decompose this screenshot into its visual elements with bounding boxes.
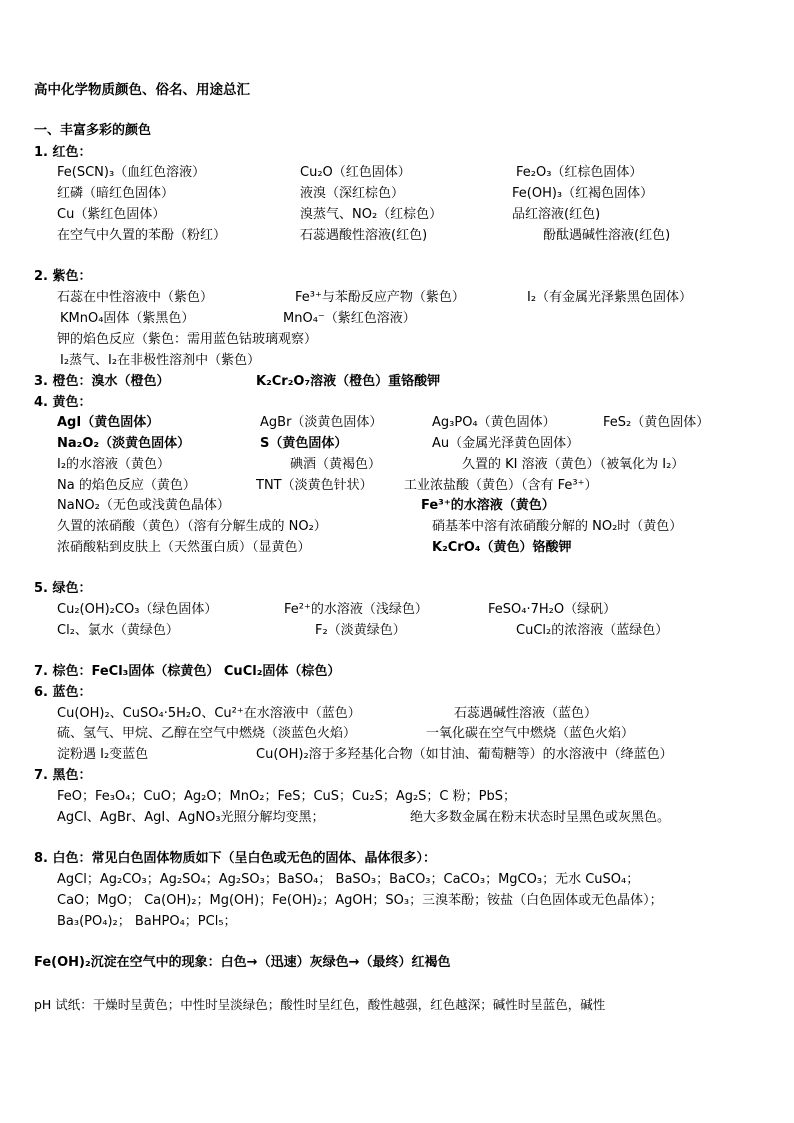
red-item: Fe(SCN)₃（血红色溶液） (57, 165, 206, 180)
black-item: AgCl、AgBr、AgI、AgNO₃光照分解均变黑； (57, 810, 325, 825)
yellow-item: 碘酒（黄褐色） (290, 457, 382, 472)
blue-item: 淀粉遇 I₂变蓝色 (57, 747, 149, 762)
red-item: 酚酞遇碱性溶液(红色) (543, 228, 671, 243)
yellow-item: Ag₃PO₄（黄色固体） (432, 415, 556, 430)
purple-item: 钾的焰色反应（紫色：需用蓝色钴玻璃观察） (57, 332, 318, 347)
brown-heading: 7. 棕色：FeCl₃固体（棕黄色） CuCl₂固体（棕色） (34, 664, 341, 679)
purple-item: I₂蒸气、I₂在非极性溶剂中（紫色） (60, 353, 261, 368)
orange-item: K₂Cr₂O₇溶液（橙色）重铬酸钾 (256, 374, 441, 389)
ph-paper-note: pH 试纸：干燥时呈黄色；中性时呈淡绿色；酸性时呈红色，酸性越强，红色越深；碱性时呈蓝色，碱性 (34, 997, 606, 1012)
purple-item: 石蕊在中性溶液中（紫色） (57, 290, 214, 305)
yellow-item: AgBr（淡黄色固体） (260, 415, 383, 430)
yellow-item: Fe³⁺的水溶液（黄色） (421, 498, 555, 513)
yellow-item: S（黄色固体） (260, 436, 348, 451)
yellow-item: Au（金属光泽黄色固体） (432, 436, 580, 451)
red-heading: 1. 红色： (34, 145, 92, 160)
green-item: CuCl₂的浓溶液（蓝绿色） (516, 623, 669, 638)
purple-item: I₂（有金属光泽紫黑色固体） (527, 290, 693, 305)
feoh2-phenomenon: Fe(OH)₂沉淀在空气中的现象：白色→（迅速）灰绿色→（最终）红褐色 (34, 955, 451, 970)
red-item: 品红溶液(红色) (512, 207, 601, 222)
red-item: 液溴（深红棕色） (300, 186, 405, 201)
blue-item: Cu(OH)₂、CuSO₄·5H₂O、Cu²⁺在水溶液中（蓝色） (57, 706, 361, 721)
yellow-item: NaNO₂（无色或浅黄色晶体） (57, 498, 230, 513)
green-item: Cl₂、氯水（黄绿色） (57, 623, 179, 638)
purple-item: KMnO₄固体（紫黑色） (60, 311, 195, 326)
green-item: FeSO₄·7H₂O（绿矾） (488, 602, 617, 617)
blue-item: 一氧化碳在空气中燃烧（蓝色火焰） (426, 726, 635, 741)
yellow-item: AgI（黄色固体） (57, 415, 160, 430)
black-item: FeO；Fe₃O₄；CuO；Ag₂O；MnO₂；FeS；CuS；Cu₂S；Ag₂S；C 粉；PbS； (57, 789, 516, 804)
red-item: Cu（紫红色固体） (57, 207, 166, 222)
yellow-item: Na 的焰色反应（黄色） (57, 478, 196, 493)
red-item: Fe(OH)₃（红褐色固体） (512, 186, 654, 201)
yellow-item: 浓硝酸粘到皮肤上（天然蛋白质）（显黄色） (57, 540, 311, 555)
black-heading: 7. 黑色： (34, 768, 92, 783)
purple-item: Fe³⁺与苯酚反应产物（紫色） (295, 290, 465, 305)
red-item: 红磷（暗红色固体） (57, 186, 175, 201)
blue-item: 硫、氢气、甲烷、乙醇在空气中燃烧（淡蓝色火焰） (57, 726, 357, 741)
blue-item: 石蕊遇碱性溶液（蓝色） (454, 706, 598, 721)
green-item: Cu₂(OH)₂CO₃（绿色固体） (57, 602, 218, 617)
page-title: 高中化学物质颜色、俗名、用途总汇 (34, 82, 250, 98)
yellow-item: 工业浓盐酸（黄色）（含有 Fe³⁺） (404, 478, 598, 493)
purple-heading: 2. 紫色： (34, 269, 92, 284)
blue-item: Cu(OH)₂溶于多羟基化合物（如甘油、葡萄糖等）的水溶液中（绛蓝色） (256, 747, 673, 762)
red-item: 石蕊遇酸性溶液(红色) (300, 228, 428, 243)
orange-heading: 3. 橙色：溴水（橙色） (34, 374, 170, 389)
purple-item: MnO₄⁻（紫红色溶液） (283, 311, 416, 326)
red-item: 溴蒸气、NO₂（红棕色） (300, 207, 443, 222)
yellow-item: TNT（淡黄色针状） (256, 478, 373, 493)
red-item: 在空气中久置的苯酚（粉红） (57, 228, 227, 243)
yellow-item: K₂CrO₄（黄色）铬酸钾 (432, 540, 572, 555)
section-heading: 一、丰富多彩的颜色 (34, 123, 152, 138)
yellow-item: FeS₂（黄色固体） (603, 415, 710, 430)
white-heading: 8. 白色：常见白色固体物质如下（呈白色或无色的固体、晶体很多）： (34, 851, 437, 866)
red-item: Cu₂O（红色固体） (300, 165, 411, 180)
yellow-item: 久置的 KI 溶液（黄色）（被氧化为 I₂） (462, 457, 685, 472)
red-item: Fe₂O₃（红棕色固体） (516, 165, 643, 180)
yellow-item: 久置的浓硝酸（黄色）（溶有分解生成的 NO₂） (57, 519, 327, 534)
blue-heading: 6. 蓝色： (34, 685, 92, 700)
green-item: F₂（淡黄绿色） (315, 623, 406, 638)
yellow-item: Na₂O₂（淡黄色固体） (57, 436, 191, 451)
green-item: Fe²⁺的水溶液（浅绿色） (284, 602, 428, 617)
green-heading: 5. 绿色： (34, 581, 92, 596)
white-item: Ba₃(PO₄)₂； BaHPO₄；PCl₅； (57, 914, 237, 929)
yellow-heading: 4. 黄色： (34, 395, 92, 410)
white-item: CaO；MgO； Ca(OH)₂；Mg(OH)；Fe(OH)₂；AgOH；SO₃；三溴苯酚；铵盐（白色固体或无色晶体）； (57, 893, 663, 908)
yellow-item: 硝基苯中溶有浓硝酸分解的 NO₂时（黄色） (432, 519, 683, 534)
yellow-item: I₂的水溶液（黄色） (57, 457, 171, 472)
black-item: 绝大多数金属在粉末状态时呈黑色或灰黑色。 (410, 810, 671, 825)
white-item: AgCl；Ag₂CO₃；Ag₂SO₄；Ag₂SO₃；BaSO₄； BaSO₃；BaCO₃；CaCO₃；MgCO₃；无水 CuSO₄； (57, 872, 640, 887)
